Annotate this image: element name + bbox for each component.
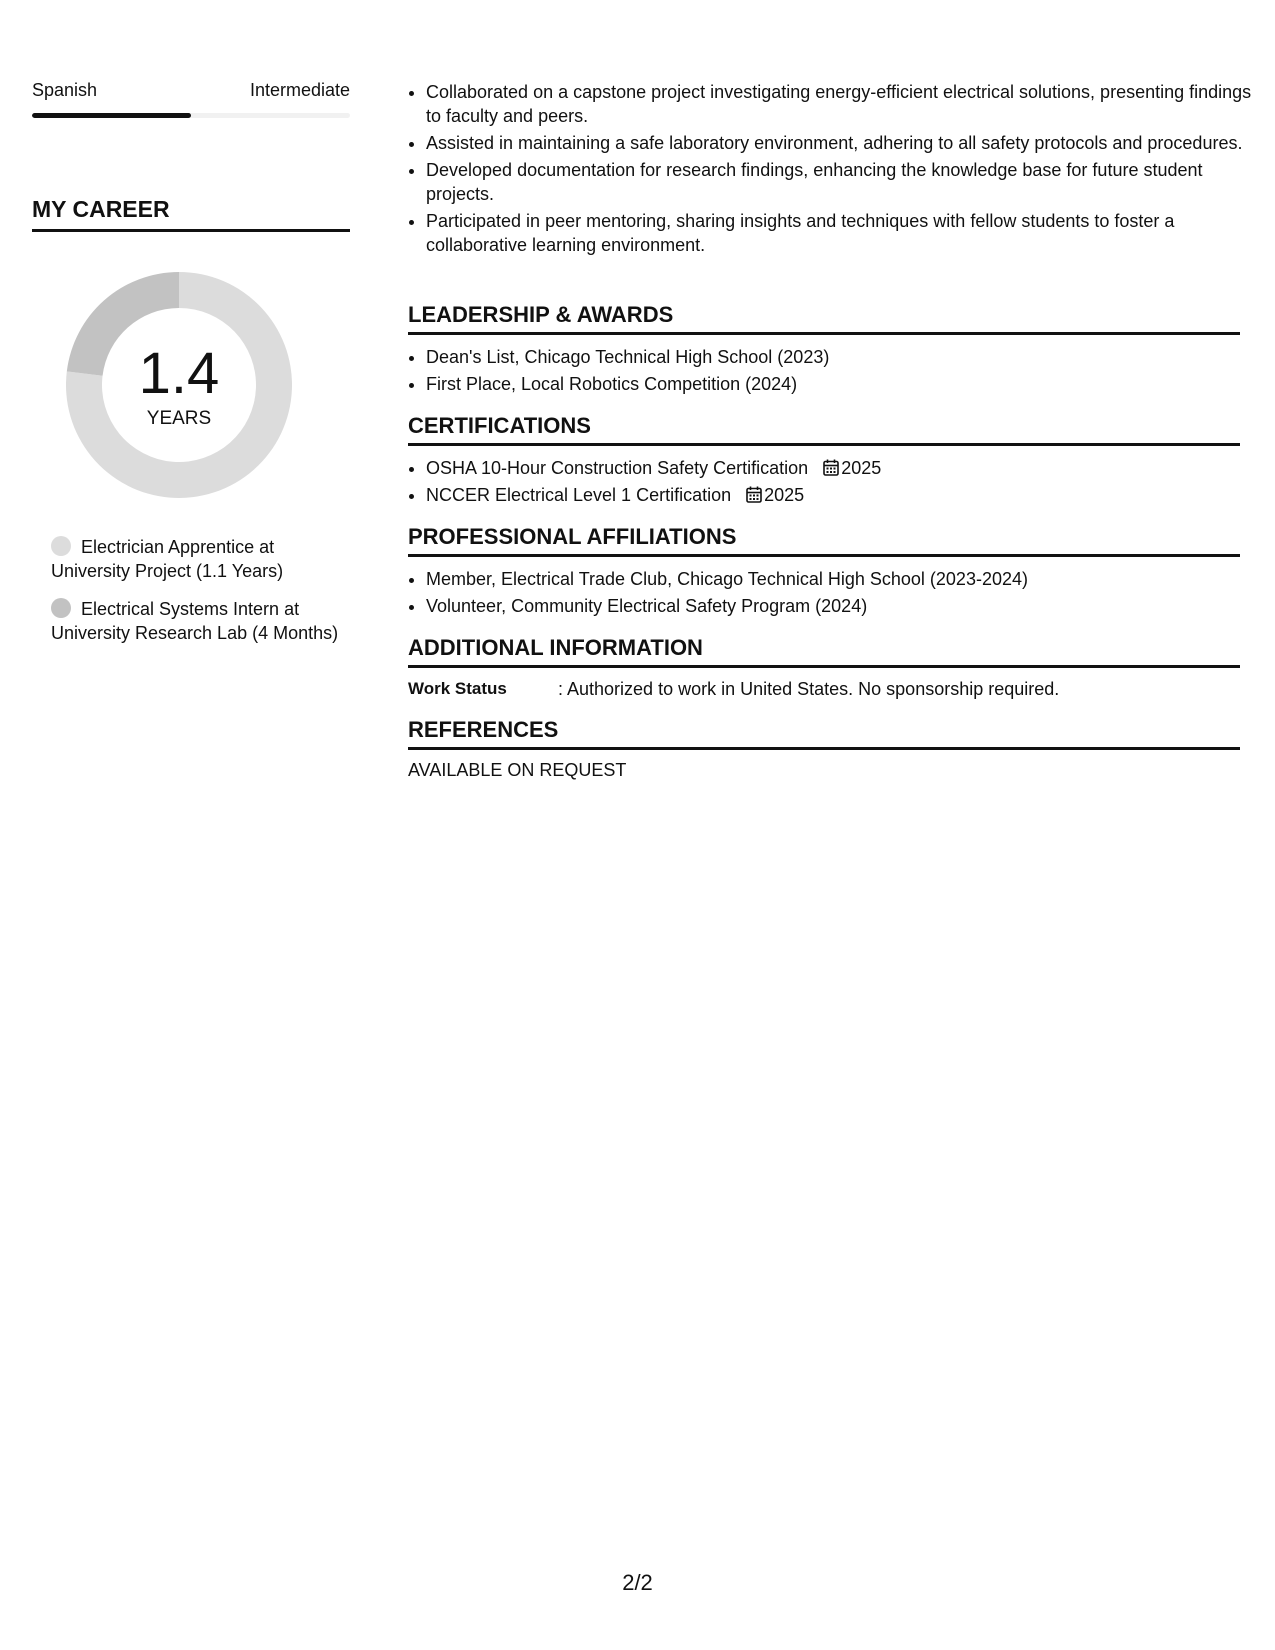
language-name: Spanish: [32, 80, 98, 100]
career-donut-chart: [66, 272, 292, 498]
language-proficiency-bar: [32, 113, 350, 118]
certifications-list: [408, 456, 1258, 510]
language-level: Intermediate: [249, 80, 350, 100]
experience-bullet: • Assisted in maintaining a safe laboratory environment, adhering to all safety protocols and procedures.: [426, 131, 1258, 155]
leadership-item: • Dean's List, Chicago Technical High School (2023): [426, 345, 1258, 369]
calendar-icon: [746, 486, 762, 503]
certification-name: OSHA 10-Hour Construction Safety Certification: [426, 458, 809, 478]
career-total-value: 1.4: [138, 341, 220, 406]
references-section-title: REFERENCES: [408, 717, 1240, 750]
certification-item: [426, 483, 1258, 507]
legend-dot-icon: [51, 598, 71, 618]
career-legend-label: Electrician Apprentice at University Project (1.1 Years): [51, 537, 284, 581]
career-section-title: MY CAREER: [32, 196, 350, 232]
certification-year: 2025: [764, 485, 805, 505]
career-legend: [51, 535, 341, 659]
certifications-section-title: CERTIFICATIONS: [408, 413, 1240, 446]
affiliations-list: [408, 567, 1258, 621]
work-status-value: : Authorized to work in United States. No sponsorship required.: [558, 679, 1060, 699]
leadership-section-title: LEADERSHIP & AWARDS: [408, 302, 1240, 335]
calendar-icon: [823, 459, 839, 476]
experience-bullet: • Participated in peer mentoring, sharing insights and techniques with fellow students to foster a collaborative learning environment.: [426, 209, 1258, 257]
career-legend-item: [51, 535, 341, 583]
career-legend-label: Electrical Systems Intern at University Research Lab (4 Months): [51, 599, 339, 643]
page-number: 2/2: [622, 1570, 653, 1595]
language-row: [32, 80, 350, 104]
work-status-label: Work Status: [408, 679, 507, 698]
certification-year: 2025: [841, 458, 882, 478]
language-proficiency-fill: [32, 113, 191, 118]
career-total-unit: YEARS: [146, 408, 212, 429]
affiliations-section-title: PROFESSIONAL AFFILIATIONS: [408, 524, 1240, 557]
certification-name: NCCER Electrical Level 1 Certification: [426, 485, 732, 505]
affiliation-item: • Member, Electrical Trade Club, Chicago Technical High School (2023-2024): [426, 567, 1258, 591]
experience-bullet: • Collaborated on a capstone project investigating energy-efficient electrical solutions, presenting findings to faculty and peers.: [426, 80, 1258, 128]
career-legend-item: [51, 597, 341, 645]
additional-info-section-title: ADDITIONAL INFORMATION: [408, 635, 1240, 668]
experience-bullet: • Developed documentation for research findings, enhancing the knowledge base for future student projects.: [426, 158, 1258, 206]
certification-item: [426, 456, 1258, 480]
leadership-list: [408, 345, 1258, 399]
leadership-item: • First Place, Local Robotics Competition (2024): [426, 372, 1258, 396]
affiliation-item: • Volunteer, Community Electrical Safety Program (2024): [426, 594, 1258, 618]
experience-bullet-list: [408, 80, 1258, 260]
references-text: AVAILABLE ON REQUEST: [408, 760, 627, 780]
legend-dot-icon: [51, 536, 71, 556]
